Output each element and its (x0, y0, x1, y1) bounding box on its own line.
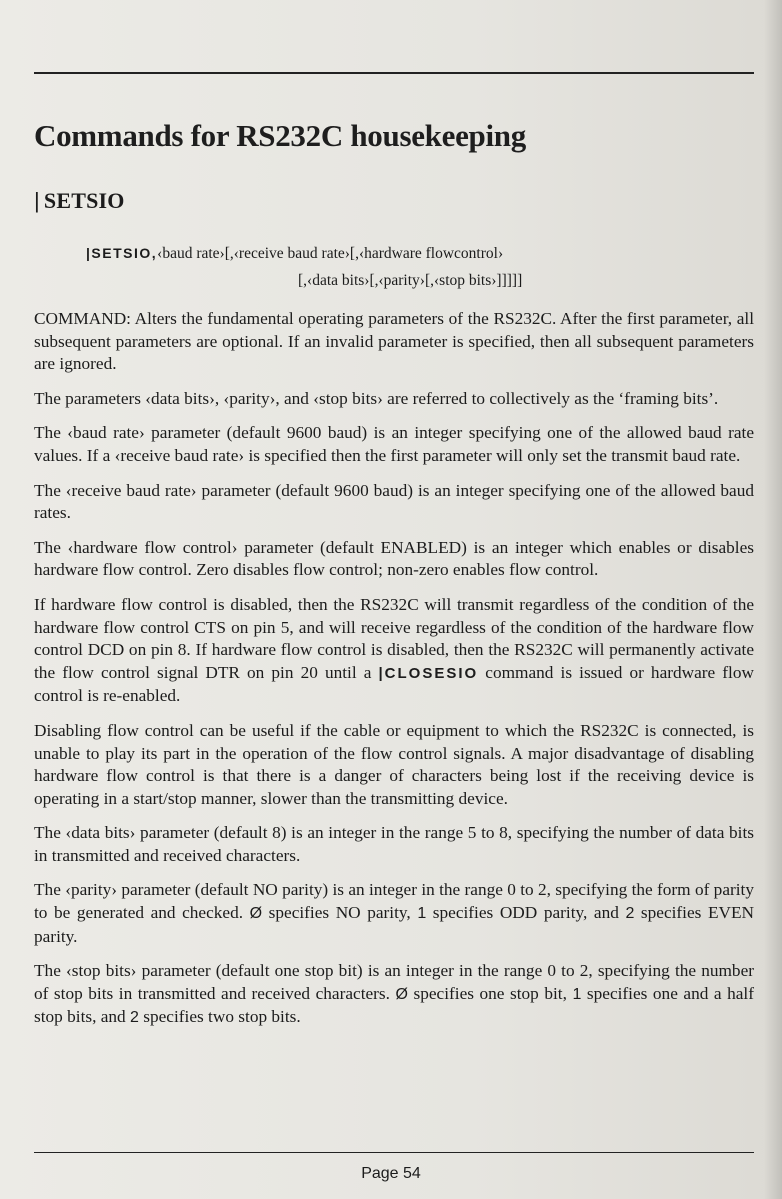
p9-digit-2: 2 (625, 905, 635, 923)
p9-digit-0: Ø (249, 905, 263, 923)
paragraph-parity (34, 879, 754, 948)
p10-text-a: The ‹stop bits› parameter (default one stop bit) is an integer in the range 0 to 2, specifying the number of stop bits in transmitted and received characters. (34, 961, 754, 1003)
p10-digit-0: Ø (395, 985, 408, 1003)
syntax-line-2: [,‹data bits›[,‹parity›[,‹stop bits›]]]]] (298, 272, 523, 289)
closesio-keyword: |CLOSESIO (378, 664, 479, 682)
command-name: SETSIO (43, 188, 125, 213)
paragraph-disabling-flow: Disabling flow control can be useful if the cable or equipment to which the RS232C is connected, is unable to play its part in the operation of the flow control signals. A major disadvantage of disabling hardware flow control is that there is a danger of characters being lost if the receiving device is operating in a start/stop manner, slower than the transmitting device. (34, 720, 754, 808)
p10-text-c: specifies one and a half stop bits, and (34, 983, 754, 1027)
paragraph-hardware-flow-control: The ‹hardware flow control› parameter (default ENABLED) is an integer which enables or disables hardware flow control. Zero disables flow control; non-zero enables flow control. (34, 537, 754, 580)
p9-digit-1: 1 (417, 905, 427, 923)
section-heading: Commands for RS232C housekeeping (34, 118, 526, 153)
top-rule (34, 72, 754, 74)
command-heading (34, 188, 125, 214)
paragraph-flow-disabled (34, 594, 754, 708)
body-text (34, 308, 754, 1042)
p9-text-b: specifies NO parity, (268, 903, 411, 923)
p9-text-a: The ‹parity› parameter (default NO parity) is an integer in the range 0 to 2, specifying the form of parity to be generated and checked. (34, 880, 754, 923)
syntax-line-1 (86, 240, 746, 267)
paragraph-baud-rate: The ‹baud rate› parameter (default 9600 baud) is an integer specifying one of the allowed baud rate values. If a ‹receive baud rate› is specified then the first parameter will only set the transmit baud rate. (34, 423, 754, 465)
p10-digit-2: 2 (130, 1009, 139, 1027)
p10-text-b: specifies one stop bit, (413, 983, 567, 1003)
paragraph-stop-bits (34, 960, 754, 1030)
page-edge-shadow (764, 0, 782, 1199)
paragraph-framing-bits: The parameters ‹data bits›, ‹parity›, and ‹stop bits› are referred to collectively as the ‘framing bits’. (34, 388, 719, 408)
p9-text-c: specifies ODD parity, and (432, 903, 619, 923)
syntax-keyword: |SETSIO, (86, 245, 158, 261)
bottom-rule (34, 1152, 754, 1153)
command-bar: | (34, 188, 40, 213)
command-syntax (86, 240, 746, 294)
p6-text-a: If hardware flow control is disabled, then the RS232C will transmit regardless of the condition of the hardware flow control CTS on pin 5, and will receive regardless of the condition of the hardware flow control DCD on pin 8. If hardware flow control is disabled, then the RS232C will permanently activate the flow control signal DTR on pin 20 until a (34, 594, 754, 682)
p10-text-e: specifies two stop bits. (143, 1007, 301, 1027)
p9-text-e: specifies EVEN parity. (34, 903, 755, 946)
paragraph-data-bits: The ‹data bits› parameter (default 8) is an integer in the range 5 to 8, specifying the number of data bits in transmitted and received characters. (34, 823, 754, 865)
page-number: Page 54 (361, 1165, 421, 1182)
p6-text-b: command is issued or hardware flow control is re-enabled. (34, 662, 754, 706)
paragraph-receive-baud-rate: The ‹receive baud rate› parameter (default 9600 baud) is an integer specifying one of the allowed baud rates. (34, 480, 754, 523)
p10-digit-1: 1 (572, 985, 582, 1003)
syntax-params-1: ‹baud rate›[,‹receive baud rate›[,‹hardware flowcontrol› (157, 245, 504, 262)
paragraph-command: COMMAND: Alters the fundamental operating parameters of the RS232C. After the first parameter, all subsequent parameters are optional. If an invalid parameter is specified, then all subsequent parameters are ignored. (34, 309, 754, 374)
